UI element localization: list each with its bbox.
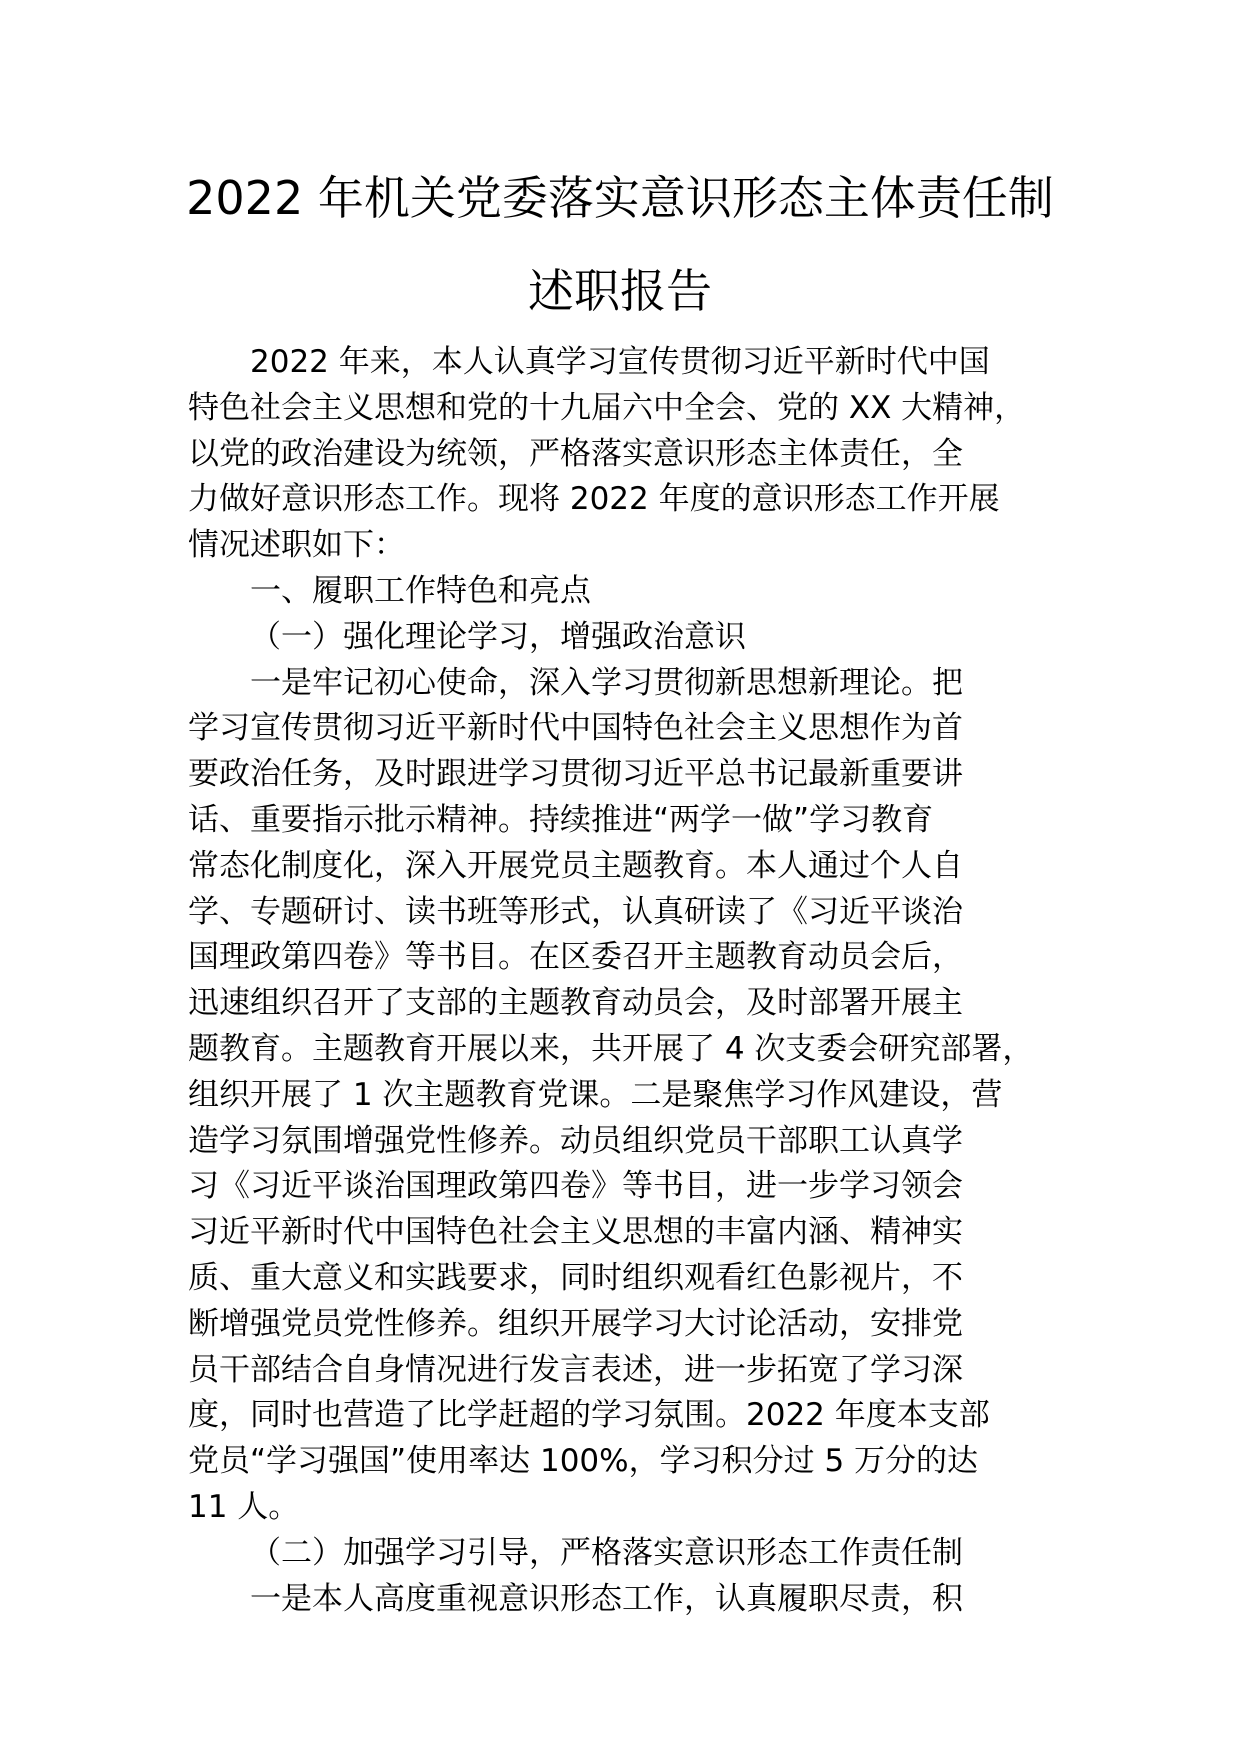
paragraph-line: 11 人。 (188, 1488, 300, 1525)
paragraph-line: 迅速组织召开了支部的主题教育动员会，及时部署开展主 (188, 985, 963, 1022)
document-body (188, 340, 1078, 1622)
paragraph-line: 习《习近平谈治国理政第四卷》等书目，进一步学习领会 (188, 1168, 963, 1205)
paragraph-line: 员干部结合自身情况进行发言表述，进一步拓宽了学习深 (188, 1351, 963, 1388)
paragraph-line: 国理政第四卷》等书目。在区委召开主题教育动员会后， (188, 939, 963, 976)
paragraph-line: 学、专题研讨、读书班等形式，认真研读了《习近平谈治 (188, 893, 963, 930)
paragraph-line: 以党的政治建设为统领，严格落实意识形态主体责任，全 (188, 435, 963, 472)
paragraph-line: 一、履职工作特色和亮点 (250, 572, 591, 609)
paragraph-line: 造学习氛围增强党性修养。动员组织党员干部职工认真学 (188, 1122, 963, 1159)
paragraph-line: 力做好意识形态工作。现将 2022 年度的意识形态工作开展 (188, 481, 1000, 518)
paragraph-line: 2022 年来，本人认真学习宣传贯彻习近平新时代中国 (250, 344, 990, 380)
paragraph-line: 断增强党员党性修养。组织开展学习大讨论活动，安排党 (188, 1305, 963, 1342)
paragraph-line: （一）强化理论学习，增强政治意识 (250, 618, 746, 655)
paragraph-line: 学习宣传贯彻习近平新时代中国特色社会主义思想作为首 (188, 710, 963, 747)
paragraph-line: 一是牢记初心使命，深入学习贯彻新思想新理论。把 (250, 664, 963, 701)
document-title-line-1: 2022 年机关党委落实意识形态主体责任制 (186, 171, 1054, 225)
document-title-line-2: 述职报告 (528, 264, 712, 318)
paragraph-line: 习近平新时代中国特色社会主义思想的丰富内涵、精神实 (188, 1214, 963, 1251)
paragraph-line: 度，同时也营造了比学赶超的学习氛围。2022 年度本支部 (188, 1397, 990, 1434)
paragraph-line: 党员“学习强国”使用率达 100%，学习积分过 5 万分的达 (188, 1443, 979, 1480)
paragraph-line: 情况述职如下： (188, 527, 405, 564)
paragraph-line: 话、重要指示批示精神。持续推进“两学一做”学习教育 (188, 801, 934, 838)
paragraph-line: 题教育。主题教育开展以来，共开展了 4 次支委会研究部署， (188, 1030, 1034, 1067)
paragraph-line: 质、重大意义和实践要求，同时组织观看红色影视片，不 (188, 1259, 963, 1296)
paragraph-line: 一是本人高度重视意识形态工作，认真履职尽责，积 (250, 1580, 963, 1617)
paragraph-line: 常态化制度化，深入开展党员主题教育。本人通过个人自 (188, 847, 963, 884)
paragraph-line: 要政治任务，及时跟进学习贯彻习近平总书记最新重要讲 (188, 756, 963, 793)
paragraph-line: 组织开展了 1 次主题教育党课。二是聚焦学习作风建设，营 (188, 1076, 1003, 1113)
paragraph-line: 特色社会主义思想和党的十九届六中全会、党的 XX 大精神， (188, 389, 1026, 426)
paragraph-line: （二）加强学习引导，严格落实意识形态工作责任制 (250, 1534, 963, 1571)
